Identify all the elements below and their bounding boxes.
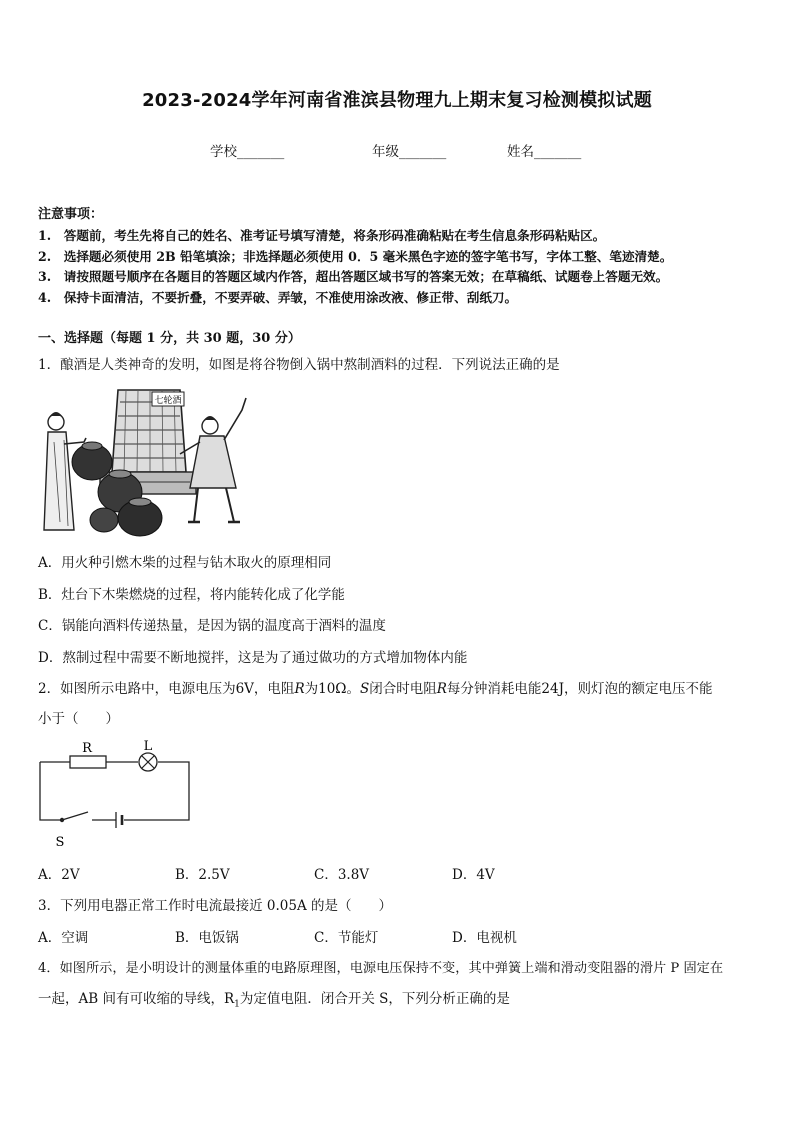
q2-var-r: R [294,681,305,697]
q2-option-d: D．4V [452,867,495,883]
q3-option-d: D．电视机 [452,930,517,946]
q4-stem-line1: 4．如图所示，是小明设计的测量体重的电路原理图，电源电压保持不变，其中弹簧上端和滑动变阻器的滑片 P 固定在 [38,961,724,976]
label-l: L [143,739,153,754]
label-s: S [55,835,65,850]
q1-option-b: B．灶台下木柴燃烧的过程，将内能转化成了化学能 [38,587,345,603]
school-field: 学校_______ [210,144,285,160]
circuit-diagram [36,738,196,850]
q2-stem-part: 2．如图所示电路中，电源电压为6V，电阻 [38,681,295,697]
q2-stem-line2: 小于（ ） [38,711,119,727]
name-field: 姓名_______ [507,144,582,160]
note-item: 2. 选择题必须使用 2B 铅笔填涂；非选择题必须使用 0．5 毫米黑色字迹的签字笔书写，字体工整、笔迹清楚。 [38,248,673,264]
note-item: 4. 保持卡面清洁，不要折叠，不要弄破、弄皱，不准使用涂改液、修正带、刮纸刀。 [38,289,518,305]
q2-option-c: C．3.8V [314,867,370,883]
q3-option-c: C．节能灯 [314,930,379,946]
resistor-symbol [70,756,106,768]
q4-stem-line2 [38,987,510,1010]
image-label: 七轮酒 [154,396,182,406]
q3-stem: 3．下列用电器正常工作时电流最接近 0.05A 的是（ ） [38,898,392,914]
q2-var-r: R [436,681,447,697]
q4-subscript: 1 [234,999,240,1010]
section-heading: 一、选择题（每题 1 分，共 30 题，30 分） [38,331,301,346]
q2-stem-part: 为10Ω。 [304,681,360,697]
q2-stem-part: 闭合时电阻 [369,681,437,697]
q1-option-d: D．熬制过程中需要不断地搅拌，这是为了通过做功的方式增加物体内能 [38,650,468,666]
note-item: 3. 请按照题号顺序在各题目的答题区域内作答，超出答题区域书写的答案无效；在草稿纸、试题卷上答题无效。 [38,269,669,284]
q2-option-a: A．2V [38,867,80,883]
q2-stem [38,677,713,697]
q3-option-a: A．空调 [38,930,89,946]
label-r: R [82,741,92,756]
notes-heading: 注意事项： [38,207,104,222]
q3-option-b: B．电饭锅 [175,930,239,946]
q2-option-b: B．2.5V [175,867,230,883]
q1-option-c: C．锅能向酒料传递热量，是因为锅的温度高于酒料的温度 [38,618,386,634]
q1-stem: 1．酿酒是人类神奇的发明，如图是将谷物倒入锅中熬制酒料的过程．下列说法正确的是 [38,357,560,373]
q4-stem-part: 为定值电阻．闭合开关 S，下列分析正确的是 [239,991,510,1007]
notes-block [38,203,768,308]
brewing-illustration [40,382,250,538]
q2-stem-part: 每分钟消耗电能24J，则灯泡的额定电压不能 [446,681,713,697]
q1-option-a: A．用火种引燃木柴的过程与钻木取火的原理相同 [38,555,332,571]
exam-title: 2023-2024学年河南省淮滨县物理九上期末复习检测模拟试题 [142,90,652,111]
note-item: 1. 答题前，考生先将自己的姓名、准考证号填写清楚，将条形码准确粘贴在考生信息条形码粘贴区。 [38,228,606,243]
q4-stem-part: 一起，AB 间有可收缩的导线，R [38,991,235,1007]
q2-var-s: S [359,681,370,697]
grade-field: 年级_______ [372,144,447,160]
